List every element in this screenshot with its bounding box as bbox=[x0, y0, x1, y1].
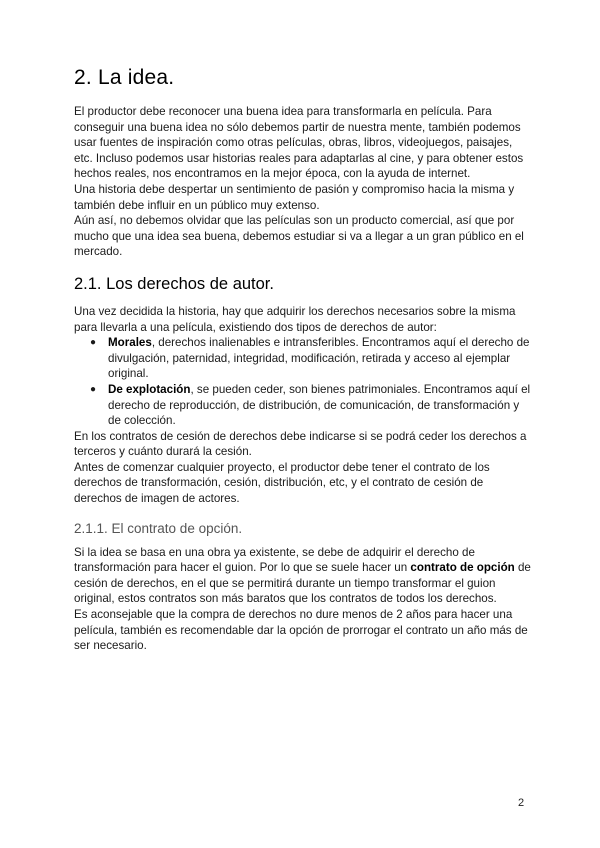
opcion-text-before: Si la idea se basa en una obra ya existente, se debe de adquirir el derecho de transformación para hacer el guion. Por lo que se suele hacer un bbox=[74, 545, 475, 575]
list-item-morales bbox=[90, 335, 534, 382]
heading-derechos-de-autor: 2.1. Los derechos de autor. bbox=[74, 274, 274, 293]
intro-paragraph-3: Aún así, no debemos olvidar que las películas son un producto comercial, así que por mucho que una idea sea buena, debemos estudiar si va a llegar a un gran público en el mercado. bbox=[74, 214, 524, 259]
derechos-paragraph-2: En los contratos de cesión de derechos debe indicarse si se podrá ceder los derechos a terceros y cuánto durará la cesión. bbox=[74, 429, 527, 459]
derechos-paragraph-3: Antes de comenzar cualquier proyecto, el productor debe tener el contrato de los derechos de transformación, cesión, distribución, etc, y el contrato de cesión de derechos de imagen de actores. bbox=[74, 460, 490, 506]
derechos-paragraph-1: Una vez decidida la historia, hay que adquirir los derechos necesarios sobre la misma para llevarla a una película, existiendo dos tipos de derechos de autor: bbox=[74, 304, 516, 334]
heading-contrato-de-opcion: 2.1.1. El contrato de opción. bbox=[74, 520, 243, 536]
list-item-text: , derechos inalienables e intransferibles. Encontramos aquí el derecho de divulgación, paternidad, integridad, modificación, retirada y acceso al ejemplar original. bbox=[108, 336, 530, 381]
opcion-text-after: de cesión de derechos, en el que se permitirá durante un tiempo transformar el guion original, estos contratos son más baratos que los contratos de todos los derechos. bbox=[74, 561, 531, 606]
heading-la-idea: 2. La idea. bbox=[74, 66, 175, 89]
derechos-list bbox=[74, 335, 534, 429]
term-contrato-de-opcion: contrato de opción bbox=[410, 561, 515, 575]
bullet-icon: ● bbox=[90, 383, 97, 395]
bullet-icon: ● bbox=[90, 337, 97, 349]
list-item-explotacion bbox=[90, 382, 534, 429]
opcion-paragraph-1 bbox=[74, 545, 534, 607]
page-number: 2 bbox=[518, 797, 525, 809]
list-item-text: , se pueden ceder, son bienes patrimoniales. Encontramos aquí el derecho de reproducción, de distribución, de comunicación, de transformación y de colección. bbox=[108, 382, 531, 428]
intro-paragraph-1: El productor debe reconocer una buena idea para transformarla en película. Para conseguir una buena idea no sólo debemos partir de nuestra mente, también podemos usar fuentes de inspiración como otras películas, obras, libros, videojuegos, paisajes, etc. Incluso podemos usar historias reales para adaptarlas al cine, y para obtener estos hechos reales, nos encontramos en la mejor época, con la ayuda de internet. bbox=[74, 105, 524, 181]
opcion-paragraph-2: Es aconsejable que la compra de derechos no dure menos de 2 años para hacer una película, también es recomendable dar la opción de prorrogar el contrato un año más de ser necesario. bbox=[74, 608, 528, 653]
intro-paragraph-2: Una historia debe despertar un sentimiento de pasión y compromiso hacia la misma y también debe influir en un público muy extenso. bbox=[74, 182, 515, 212]
term-explotacion: De explotación bbox=[108, 382, 191, 396]
term-morales: Morales bbox=[108, 336, 152, 350]
document-page bbox=[74, 66, 534, 654]
